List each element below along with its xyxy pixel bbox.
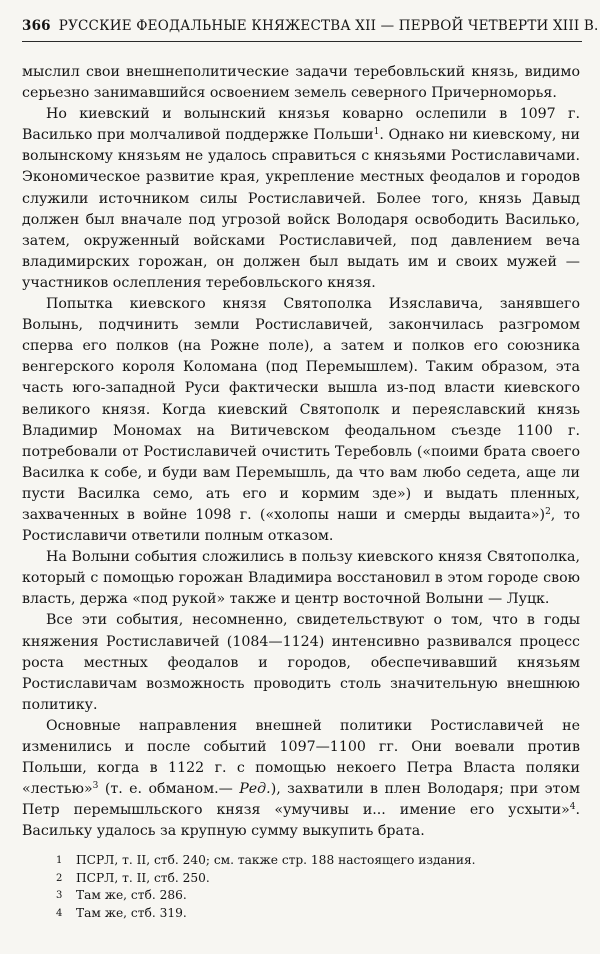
paragraph-text: На Волыни события сложились в пользу киевского князя Святополка, который с помощью горожан Владимира восстановил в этом городе свою власть, держа «под рукой» также и центр восточной Волыни — Луцк. (22, 549, 580, 608)
paragraph-text: , то Ростиславичи ответили полным отказом. (22, 506, 580, 545)
header-rule (22, 41, 582, 42)
footnote-number: 1 (56, 855, 63, 866)
paragraph (22, 62, 580, 104)
paragraph (22, 104, 580, 294)
paragraph (22, 547, 580, 610)
footnote (56, 870, 576, 888)
paragraph (22, 716, 580, 843)
footnote-text: Там же, стб. 286. (76, 888, 187, 903)
paragraph-text: . Однако ни киевскому, ни волынскому князьям не удалось справиться с князьями Ростиславичами. Экономическое развитие края, укрепление местных феодалов и городов служили источником силы Ростиславичей. Более того, князь Давыд должен был вначале под угрозой войск Володаря освободить Василько, затем, окруженный войсками Ростиславичей, под давлением веча владимирских горожан, он должен был выдать им и своих мужей — участников ослепления теребовльского князя. (22, 127, 580, 291)
paragraph-text: ), захватили в плен Володаря; при этом Петр перемышльского князя «умучивы и... имение его усхыти» (22, 781, 580, 819)
paragraph-text: Попытка киевского князя Святополка Изяславича, занявшего Волынь, подчинить земли Ростиславичей, закончилась разгромом сперва его полков (на Рожне поле), а затем и полков его союзника венгерского короля Коломана (под Перемышлем). Таким образом, эта часть юго-западной Руси фактически вышла из-под власти киевского великого князя. Когда киевский Святополк и переяславский князь Владимир Мономах на Витичевском феодальном съезде 1100 г. потребовали от Ростиславичей очистить Теребовль («поими брата своего Василка к собе, и буди вам Перемышль, да что вам любо седета, аще ли пусти Василка семо, ать его и кормим зде») и выдать пленных, захваченных в войне 1098 г. («холопы наши и смерды выдаита») (22, 296, 580, 523)
paragraph-text: . Васильку удалось за крупную сумму выкупить брата. (22, 802, 580, 840)
footnote (56, 852, 576, 870)
paragraph-text: Все эти события, несомненно, свидетельствуют о том, что в годы княжения Ростиславичей (1084—1124) интенсивно развивался процесс роста местных феодалов и городов, обеспечивавший князьям Ростиславичам возможность проводить столь значительную внешнюю политику. (22, 612, 580, 713)
paragraph-text: (т. е. обманом.— (98, 781, 240, 798)
page-number: 366 (22, 18, 51, 34)
footnote (56, 887, 576, 905)
footnote-number: 3 (56, 890, 63, 902)
editor-note: Ред. (239, 781, 271, 798)
running-title: РУССКИЕ ФЕОДАЛЬНЫЕ КНЯЖЕСТВА XII — ПЕРВОЙ ЧЕТВЕРТИ XIII В. (58, 18, 599, 34)
footnote-ref[interactable]: 1 (373, 127, 380, 138)
footnote-ref[interactable]: 2 (545, 506, 551, 517)
paragraph (22, 610, 580, 715)
footnote (56, 905, 576, 923)
footnote-ref[interactable]: 4 (569, 802, 576, 813)
footnote-ref[interactable]: 3 (92, 781, 99, 792)
footnotes (56, 852, 576, 922)
main-text (22, 62, 580, 842)
footnote-text: Там же, стб. 319. (76, 905, 187, 920)
footnote-number: 2 (56, 872, 63, 884)
running-header (22, 18, 599, 34)
paragraph-text: мыслил свои внешнеполитические задачи теребовльский князь, видимо серьезно занимавшийся освоением земель северного Причерноморья. (22, 64, 580, 102)
footnote-text: ПСРЛ, т. II, стб. 240; см. также стр. 188 настоящего издания. (76, 853, 476, 867)
paragraph (22, 294, 580, 547)
footnote-text: ПСРЛ, т. II, стб. 250. (76, 870, 210, 885)
paragraph-text: Но киевский и волынский князья коварно ослепили в 1097 г. Василько при молчаливой поддержке Польши (22, 106, 580, 144)
footnote-number: 4 (56, 907, 63, 919)
paragraph-text: Основные направления внешней политики Ростиславичей не изменились и после событий 1097—1100 гг. Они воевали против Польши, когда в 1122 г. с помощью некоего Петра Власта поляки «лестью» (22, 717, 580, 798)
